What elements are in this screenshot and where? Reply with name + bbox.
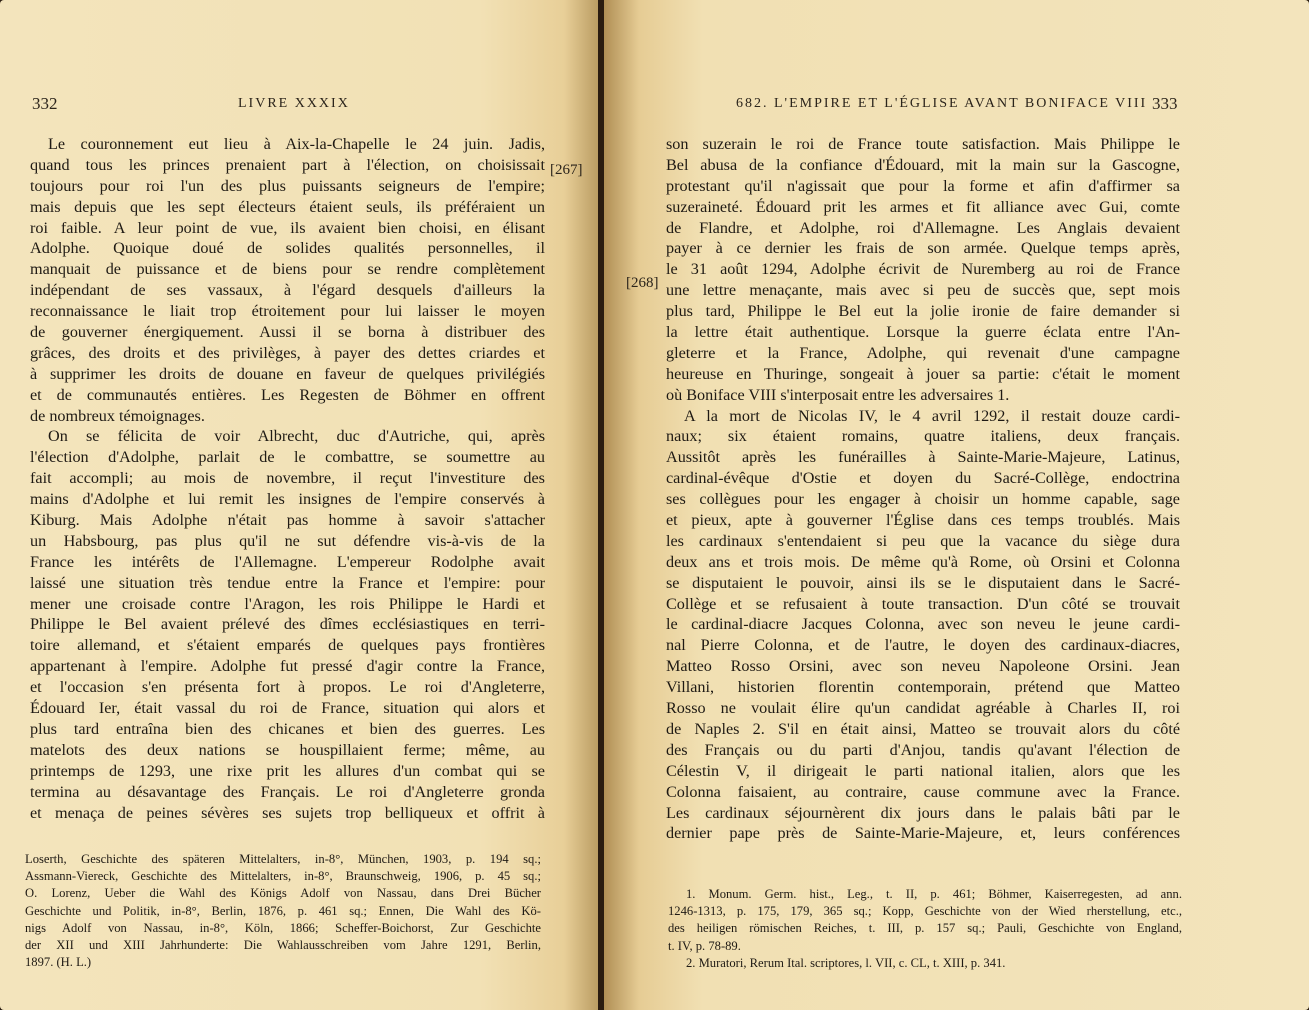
- footnote-line: 1. Monum. Germ. hist., Leg., t. II, p. 461; Böhmer, Kaiserregesten, ad ann.: [686, 887, 1182, 901]
- text-line: matelots des deux nations se houspillaient ferme; même, au: [30, 740, 545, 759]
- running-head: 682. L'EMPIRE ET L'ÉGLISE AVANT BONIFACE VIII: [736, 96, 1148, 111]
- text-line: et menaça de peines sévères ses sujets trop belliqueux et offrit à: [30, 803, 545, 822]
- text-line: où Boniface VIII s'interposait entre les adversaires 1.: [666, 385, 1010, 404]
- footnotes: [668, 886, 1182, 972]
- text-line: plus tard, Philippe le Bel eut la jolie ironie de faire demander si: [666, 302, 1180, 321]
- text-line: une lettre menaçante, mais avec si peu de succès que, sept mois: [666, 281, 1180, 300]
- text-line: Célestin V, il dirigeait le parti national italien, alors que les: [666, 761, 1180, 780]
- text-line: plus tard entraîna bien des chicanes et bien des guerres. Les: [30, 719, 545, 738]
- text-line: la lettre était authentique. Lorsque la guerre éclata entre l'An-: [666, 323, 1180, 342]
- text-line: mais depuis que les sept électeurs étaient seuls, ils préféraient un: [30, 197, 545, 216]
- margin-reference: [267]: [550, 162, 583, 178]
- body-text: [666, 134, 1180, 844]
- text-line: le cardinal-diacre Jacques Colonna, avec son neveu le jeune cardi-: [666, 615, 1180, 634]
- text-line: Philippe le Bel avaient prélevé des dîmes ecclésiastiques en terri-: [30, 615, 545, 634]
- text-line: dernier pape près de Sainte-Marie-Majeure, et, leurs conférences: [666, 824, 1180, 843]
- footnote-line: 1246-1313, p. 175, 179, 365 sq.; Kopp, Geschichte von der Wied rherstellung, etc.,: [668, 904, 1182, 919]
- page-number: 333: [1152, 94, 1178, 113]
- text-line: Kiburg. Mais Adolphe n'était pas homme à savoir s'attacher: [30, 511, 545, 530]
- text-line: On se félicita de voir Albrecht, duc d'Autriche, qui, après: [48, 427, 545, 446]
- text-line: suzeraineté. Édouard prit les armes et fit alliance avec Gui, comte: [666, 197, 1180, 216]
- text-line: quand tous les princes prenaient part à l'élection, on choisissait: [30, 155, 545, 174]
- text-line: Adolphe. Quoique doué de solides qualités personnelles, il: [30, 239, 545, 258]
- margin-reference: [268]: [626, 275, 659, 291]
- text-line: cardinal-évêque d'Ostie et doyen du Sacré-Collège, endoctrina: [666, 469, 1180, 488]
- text-line: et pieux, apte à gouverner l'Église dans ces temps troublés. Mais: [666, 511, 1180, 530]
- text-line: Villani, historien florentin contemporain, prétend que Matteo: [666, 678, 1180, 697]
- footnote-line: 2. Muratori, Rerum Ital. scriptores, l. VII, c. CL, t. XIII, p. 341.: [686, 955, 1006, 970]
- text-line: grâces, des droits et des privilèges, à payer des dettes criardes et: [30, 343, 545, 362]
- text-line: Rosso ne voulait élire qu'un candidat agréable à Charles II, roi: [666, 699, 1180, 718]
- text-line: les cardinaux s'entendaient si peu que la vacance du siège dura: [666, 531, 1180, 550]
- text-line: Les cardinaux séjournèrent dix jours dans le palais bâti par le: [666, 803, 1180, 822]
- text-line: et l'occasion s'en présenta fort à propos. Le roi d'Angleterre,: [30, 678, 545, 697]
- text-line: Bel abusa de la confiance d'Édouard, mit la main sur la Gascogne,: [666, 155, 1180, 174]
- text-line: le 31 août 1294, Adolphe écrivit de Nuremberg au roi de France: [666, 260, 1180, 279]
- footnote-line: Assmann-Viereck, Geschichte des Mittelalters, in-8°, Braunschweig, 1906, p. 45 sq.;: [25, 869, 541, 884]
- text-line: A la mort de Nicolas IV, le 4 avril 1292, il restait douze cardi-: [684, 406, 1180, 425]
- text-line: des Français ou du parti d'Anjou, tandis qu'avant l'élection de: [666, 740, 1180, 759]
- left-page: [0, 0, 600, 1010]
- text-line: fait accompli; au mois de novembre, il reçut l'investiture des: [30, 469, 545, 488]
- text-line: France les intérêts de l'Allemagne. L'empereur Rodolphe avait: [30, 552, 545, 571]
- text-line: gleterre et la France, Adolphe, qui revenait d'une campagne: [666, 343, 1180, 362]
- text-line: toire allemand, et s'étaient emparés de quelques pays frontières: [30, 636, 545, 655]
- text-line: se disputaient le pouvoir, ainsi ils se le disputaient dans le Sacré-: [666, 573, 1180, 592]
- text-line: Colonna faisaient, au contraire, cause commune avec la France.: [666, 782, 1180, 801]
- text-line: printemps de 1293, une rixe prit les allures d'un combat qui se: [30, 761, 545, 780]
- text-line: appartenant à l'empire. Adolphe fut pressé d'agir contre la France,: [30, 657, 545, 676]
- text-line: un Habsbourg, pas plus qu'il ne sut défendre vis-à-vis de la: [30, 531, 545, 550]
- text-line: l'élection d'Adolphe, parlait de le combattre, se soumettre au: [30, 448, 545, 467]
- text-line: de gouverner énergiquement. Aussi il se borna à distribuer des: [30, 323, 545, 342]
- footnote-line: O. Lorenz, Ueber die Wahl des Königs Adolf von Nassau, dans Drei Bücher: [25, 886, 541, 901]
- page-number: 332: [32, 94, 58, 113]
- text-line: indépendant de ses vassaux, à l'égard desquels d'ailleurs la: [30, 281, 545, 300]
- text-line: heureuse en Thuringe, songeait à jouer sa partie: c'était le moment: [666, 364, 1180, 383]
- text-line: Le couronnement eut lieu à Aix-la-Chapelle le 24 juin. Jadis,: [48, 135, 545, 153]
- body-text: [30, 134, 545, 823]
- text-line: mains d'Adolphe et lui remit les insignes de l'empire conservés à: [30, 490, 545, 509]
- footnote-line: Geschichte und Politik, in-8°, Berlin, 1876, p. 461 sq.; Ennen, Die Wahl des Kö-: [25, 903, 541, 918]
- text-line: reconnaissance le liait trop étroitement pour lui laisser le moyen: [30, 302, 545, 321]
- text-line: ses collègues pour les engager à choisir un homme capable, sage: [666, 490, 1180, 509]
- text-line: roi faible. A leur point de vue, ils avaient bien choisi, en élisant: [30, 218, 545, 237]
- text-line: protestant qu'il n'agissait que pour la forme et afin d'affirmer sa: [666, 176, 1180, 195]
- footnote-line: der XII und XIII Jahrhunderte: Die Wahlausschreiben vom Jahre 1291, Berlin,: [25, 937, 541, 952]
- footnotes: [25, 851, 541, 971]
- text-line: Matteo Rosso Orsini, avec son neveu Napoleone Orsini. Jean: [666, 657, 1180, 676]
- text-line: Aussitôt après les funérailles à Sainte-Marie-Majeure, Latinus,: [666, 448, 1180, 467]
- text-line: laissé une situation très tendue entre la France et l'empire: pour: [30, 573, 545, 592]
- text-line: payer à ce dernier les frais de son armée. Quelque temps après,: [666, 239, 1180, 258]
- footnote-line: nigs Adolf von Nassau, in-8°, Köln, 1866; Scheffer-Boichorst, Zur Geschichte: [25, 920, 541, 935]
- text-line: naux; six étaient romains, quatre italiens, deux français.: [666, 427, 1180, 446]
- text-line: manquait de puissance et de biens pour se rendre complètement: [30, 260, 545, 279]
- text-line: nal Pierre Colonna, et de l'autre, le doyen des cardinaux-diacres,: [666, 636, 1180, 655]
- text-line: à supprimer les droits de douane en faveur de quelques privilégiés: [30, 364, 545, 383]
- text-line: mener une croisade contre l'Aragon, les rois Philippe le Hardi et: [30, 594, 545, 613]
- footnote-line: Loserth, Geschichte des späteren Mittelalters, in-8°, München, 1903, p. 194 sq.;: [25, 852, 541, 866]
- footnote-line: t. IV, p. 78-89.: [668, 938, 741, 953]
- text-line: de Flandre, et Adolphe, roi d'Allemagne. Les Anglais devaient: [666, 218, 1180, 237]
- running-head: LIVRE XXXIX: [238, 96, 350, 111]
- right-page: [604, 0, 1309, 1010]
- text-line: termina au désavantage des Français. Le roi d'Angleterre gronda: [30, 782, 545, 801]
- text-line: de nombreux témoignages.: [30, 406, 205, 425]
- text-line: de Naples 2. S'il en était ainsi, Matteo se trouvait alors du côté: [666, 719, 1180, 738]
- footnote-line: 1897. (H. L.): [25, 955, 92, 970]
- footnote-line: des heiligen römischen Reiches, t. III, p. 157 sq.; Pauli, Geschichte von England,: [668, 921, 1182, 936]
- text-line: toujours pour roi l'un des plus puissants seigneurs de l'empire;: [30, 176, 545, 195]
- text-line: deux ans et trois mois. De même qu'à Rome, où Orsini et Colonna: [666, 552, 1180, 571]
- text-line: Collège et se refusaient à toute transaction. D'un côté se trouvait: [666, 594, 1180, 613]
- text-line: son suzerain le roi de France toute satisfaction. Mais Philippe le: [666, 135, 1180, 153]
- text-line: et de communautés entières. Les Regesten de Böhmer en offrent: [30, 385, 545, 404]
- text-line: Édouard Ier, était vassal du roi de France, situation qui alors et: [30, 699, 545, 718]
